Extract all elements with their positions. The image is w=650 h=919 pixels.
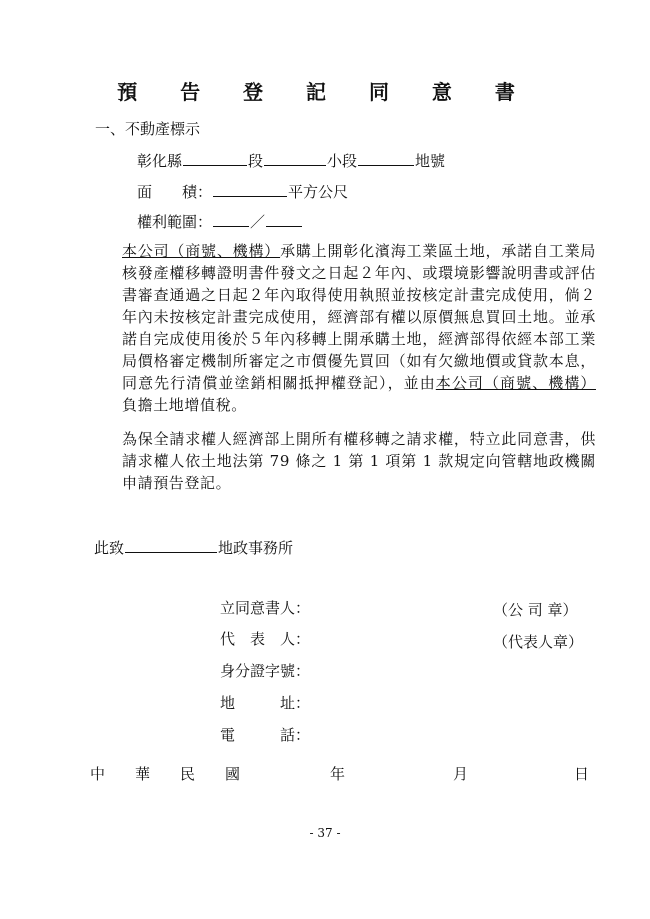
signer-label: 立同意書人： bbox=[220, 599, 311, 617]
company-placeholder-2: 本公司（商號、機構） bbox=[435, 374, 596, 392]
rights-line bbox=[137, 211, 303, 232]
company-placeholder: 本公司（商號、機構） bbox=[122, 242, 281, 260]
commitment-paragraph bbox=[122, 240, 596, 416]
section-blank bbox=[264, 151, 326, 166]
commitment-text-end: 負擔土地增值稅。 bbox=[122, 396, 247, 414]
area-label: 面 積： bbox=[137, 183, 213, 201]
section-heading-property: 一、不動產標示 bbox=[95, 120, 201, 138]
county-label: 彰化縣 bbox=[137, 152, 183, 170]
office-blank bbox=[125, 538, 217, 553]
id-number-label: 身分證字號： bbox=[220, 662, 311, 680]
addressee-suffix: 地政事務所 bbox=[218, 539, 294, 557]
lot-label: 地號 bbox=[415, 152, 446, 170]
area-unit: 平方公尺 bbox=[288, 183, 349, 201]
date-day: 日 bbox=[574, 765, 590, 783]
addressee-prefix: 此致 bbox=[94, 539, 125, 557]
rights-label: 權利範圍： bbox=[137, 213, 213, 231]
document-title: 預 告 登 記 同 意 書 bbox=[117, 80, 533, 104]
area-line bbox=[137, 181, 348, 202]
purpose-paragraph: 為保全請求權人經濟部上開所有權移轉之請求權，特立此同意書，供請求權人依土地法第 79 條之 1 第 1 項第 1 款規定向管轄地政機關申請預告登記。 bbox=[122, 430, 596, 492]
subsection-label: 小段 bbox=[327, 152, 358, 170]
rights-denominator-blank bbox=[266, 212, 302, 227]
address-label: 地 址： bbox=[220, 694, 311, 712]
representative-seal: （代表人章） bbox=[493, 633, 584, 651]
date-year: 年 bbox=[330, 765, 346, 783]
date-era: 中 華 民 國 bbox=[90, 765, 241, 783]
page-number: - 37 - bbox=[309, 826, 341, 840]
addressee-line bbox=[94, 537, 293, 558]
commitment-text: 承購上開彰化濱海工業區土地，承諾自工業局核發產權移轉證明書件發文之日起２年內、或環境影響說明書或評估書審查通過之日起２年內取得使用執照並按核定計畫完成使用，倘２年內未按核定計畫完成使用，經濟部有權以原價無息買回土地。並承諾自完成使用後於５年內移轉上開承購土地，經濟部得依經本部工業局價格審定機制所審定之市價優先買回（如有欠繳地價或貸款本息，同意先行清償並塗銷相關抵押權登記），並由 bbox=[122, 242, 596, 392]
section-label: 段 bbox=[248, 152, 264, 170]
subsection-blank bbox=[358, 151, 414, 166]
rights-separator: ／ bbox=[250, 213, 266, 231]
date-month: 月 bbox=[453, 765, 469, 783]
county-blank bbox=[183, 151, 247, 166]
rights-numerator-blank bbox=[213, 212, 249, 227]
phone-label: 電 話： bbox=[220, 726, 311, 744]
company-seal: （公 司 章） bbox=[493, 601, 578, 619]
area-blank bbox=[213, 182, 287, 197]
representative-label: 代 表 人： bbox=[220, 630, 311, 648]
location-line bbox=[137, 150, 445, 171]
